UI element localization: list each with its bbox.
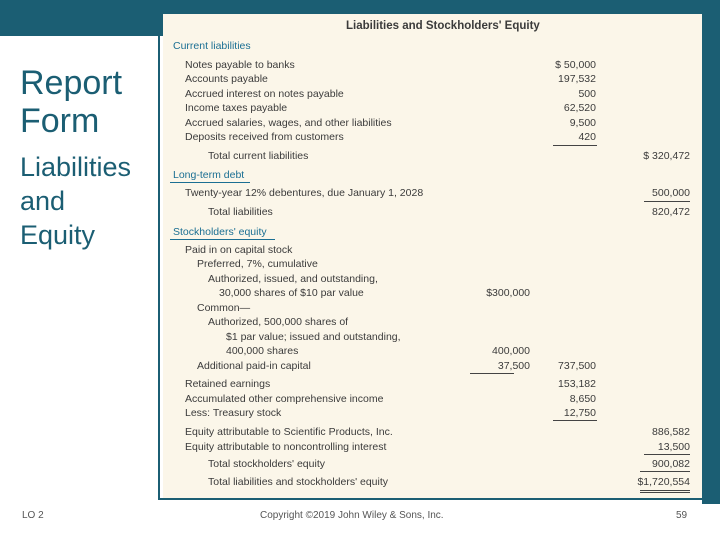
- underline: [644, 201, 690, 202]
- underline: [553, 145, 597, 146]
- underline: [553, 420, 597, 421]
- line-label: 400,000 shares: [226, 345, 299, 357]
- line-label: Authorized, issued, and outstanding,: [208, 273, 378, 285]
- line-label: Preferred, 7%, cumulative: [197, 258, 318, 270]
- underline: [640, 471, 690, 472]
- line-label: Accounts payable: [185, 73, 268, 85]
- slide-title: [20, 64, 150, 140]
- section-long-term-debt: Long-term debt: [173, 169, 245, 181]
- line-amount: 886,582: [652, 426, 690, 438]
- total-amount: $ 320,472: [643, 150, 690, 162]
- line-label: Notes payable to banks: [185, 59, 295, 71]
- line-amount: 8,650: [569, 393, 596, 405]
- line-label: Retained earnings: [185, 378, 271, 390]
- line-label: Paid in on capital stock: [185, 244, 293, 256]
- line-amount: 9,500: [569, 117, 596, 129]
- underline: [470, 373, 514, 374]
- statement-header: Liabilities and Stockholders' Equity: [346, 20, 540, 32]
- total-amount: 820,472: [652, 206, 690, 218]
- line-label: Additional paid-in capital: [197, 360, 311, 372]
- line-amount: 420: [578, 131, 596, 143]
- line-label: Equity attributable to noncontrolling interest: [185, 441, 387, 453]
- line-label: Deposits received from customers: [185, 131, 344, 143]
- line-amount: 500: [578, 88, 596, 100]
- double-underline-bottom: [640, 492, 690, 493]
- slide-title-text: Report Form: [20, 64, 123, 140]
- double-underline-top: [640, 490, 690, 491]
- section-underline: [170, 239, 275, 240]
- line-label: Accrued salaries, wages, and other liabilities: [185, 117, 392, 129]
- line-label: Income taxes payable: [185, 102, 288, 114]
- total-label: Total liabilities and stockholders' equity: [208, 476, 389, 488]
- total-label: Total stockholders' equity: [208, 458, 325, 470]
- divider-vertical: [158, 14, 160, 500]
- divider-bottom: [160, 498, 720, 500]
- line-amount: $ 50,000: [555, 59, 596, 71]
- line-label: Common—: [197, 302, 251, 314]
- line-label: Accrued interest on notes payable: [185, 88, 344, 100]
- grand-total-amount: $1,720,554: [637, 476, 690, 488]
- subtitle-line: and: [20, 186, 66, 216]
- line-label: Twenty-year 12% debentures, due January 1, 2028: [185, 187, 424, 199]
- total-amount: 900,082: [652, 458, 690, 470]
- subtitle-line: Liabilities: [20, 152, 132, 182]
- underline: [644, 454, 690, 455]
- line-amount: 737,500: [558, 360, 596, 372]
- line-label: Less: Treasury stock: [185, 407, 282, 419]
- total-label: Total liabilities: [208, 206, 273, 218]
- section-current-liabilities: Current liabilities: [173, 40, 251, 52]
- line-amount: $300,000: [486, 287, 530, 299]
- line-label: $1 par value; issued and outstanding,: [226, 331, 401, 343]
- line-amount: 12,750: [563, 407, 596, 419]
- page-number: 59: [676, 510, 688, 521]
- line-label: Authorized, 500,000 shares of: [208, 316, 349, 328]
- line-amount: 400,000: [492, 345, 530, 357]
- line-amount: 13,500: [657, 441, 690, 453]
- section-stockholders-equity: Stockholders' equity: [173, 226, 267, 238]
- section-underline: [170, 182, 250, 183]
- line-amount: 153,182: [558, 378, 596, 390]
- slide-subtitle: [20, 150, 131, 252]
- line-amount: 500,000: [652, 187, 690, 199]
- line-label: 30,000 shares of $10 par value: [219, 287, 364, 299]
- line-label: Equity attributable to Scientific Products, Inc.: [185, 426, 393, 438]
- line-amount: 62,520: [563, 102, 596, 114]
- right-accent-bar: [702, 36, 720, 504]
- line-amount: 37,500: [497, 360, 530, 372]
- subtitle-line: Equity: [20, 220, 96, 250]
- line-amount: 197,532: [558, 73, 596, 85]
- total-label: Total current liabilities: [208, 150, 309, 162]
- line-label: Accumulated other comprehensive income: [185, 393, 384, 405]
- footer-copyright: Copyright ©2019 John Wiley & Sons, Inc.: [260, 510, 444, 521]
- footer-lo: LO 2: [22, 510, 44, 521]
